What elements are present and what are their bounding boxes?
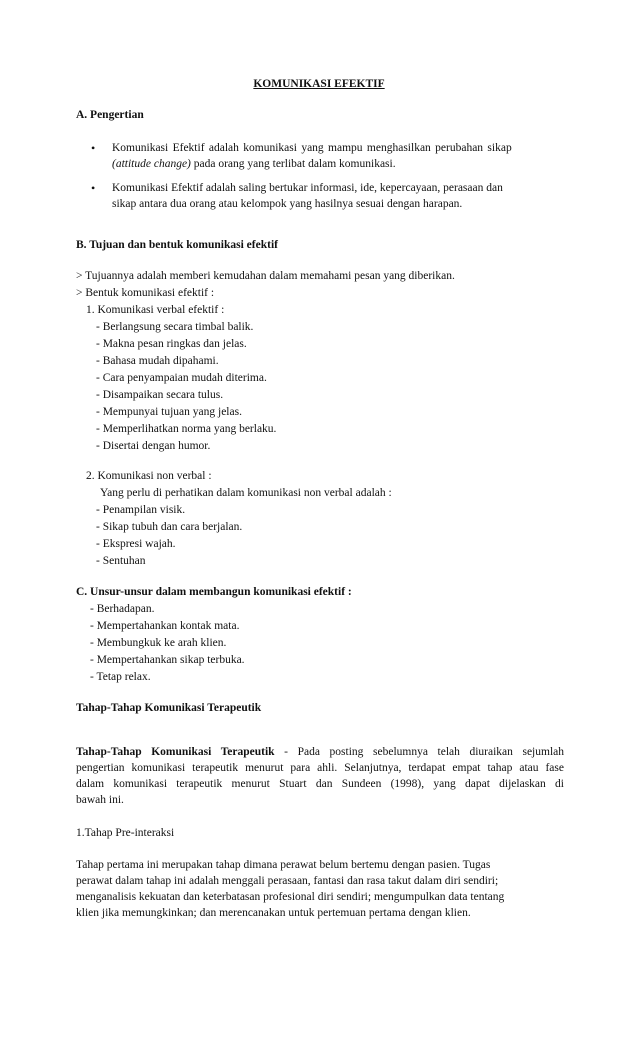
verbal-label: 1. Komunikasi verbal efektif : bbox=[86, 304, 225, 316]
verbal-item: - Bahasa mudah dipahami. bbox=[96, 355, 219, 367]
pre-interaksi-line-4: klien jika memungkinkan; dan merencanakan untuk pertemuan pertama dengan klien. bbox=[76, 907, 471, 919]
unsur-item: - Mempertahankan kontak mata. bbox=[90, 620, 240, 632]
verbal-item: - Disertai dengan humor. bbox=[96, 440, 211, 452]
verbal-item: - Disampaikan secara tulus. bbox=[96, 389, 224, 401]
nonverbal-label: 2. Komunikasi non verbal : bbox=[86, 470, 212, 482]
nonverbal-item: - Sikap tubuh dan cara berjalan. bbox=[96, 521, 243, 533]
bullet-1-line-2 bbox=[112, 156, 396, 172]
bullet-dot-icon: • bbox=[91, 141, 96, 155]
verbal-item: - Berlangsung secara timbal balik. bbox=[96, 321, 254, 333]
bentuk-text: > Bentuk komunikasi efektif : bbox=[76, 287, 215, 299]
document-title: KOMUNIKASI EFEKTIF bbox=[253, 78, 385, 90]
tahap-intro-line-1-rest: - Pada posting sebelumnya telah diuraikan sejumlah bbox=[274, 746, 564, 758]
attitude-change-italic: (attitude change) bbox=[112, 158, 191, 170]
tahap-intro-line-3: dalam komunikasi terapeutik menurut Stuart dan Sundeen (1998), yang dapat dijelaskan di bbox=[76, 778, 564, 790]
pre-interaksi-line-2: perawat dalam tahap ini adalah menggali perasaan, fantasi dan rasa takut dalam diri sendiri; bbox=[76, 875, 499, 887]
tahap-intro-line-2: pengertian komunikasi terapeutik menurut para ahli. Selanjutnya, terdapat empat tahap atau fase bbox=[76, 762, 564, 774]
section-a-heading: A. Pengertian bbox=[76, 109, 144, 121]
section-c-heading: C. Unsur-unsur dalam membangun komunikasi efektif : bbox=[76, 586, 352, 598]
unsur-item: - Mempertahankan sikap terbuka. bbox=[90, 654, 245, 666]
tahap-intro-line-4: bawah ini. bbox=[76, 794, 124, 806]
pre-interaksi-line-3: menganalisis kekuatan dan keterbatasan profesional diri sendiri; mengumpulkan data tentang bbox=[76, 891, 505, 903]
unsur-item: - Tetap relax. bbox=[90, 671, 151, 683]
nonverbal-item: - Ekspresi wajah. bbox=[96, 538, 176, 550]
verbal-item: - Makna pesan ringkas dan jelas. bbox=[96, 338, 247, 350]
section-b-heading: B. Tujuan dan bentuk komunikasi efektif bbox=[76, 239, 278, 251]
unsur-item: - Membungkuk ke arah klien. bbox=[90, 637, 227, 649]
nonverbal-item: - Penampilan visik. bbox=[96, 504, 186, 516]
unsur-item: - Berhadapan. bbox=[90, 603, 155, 615]
nonverbal-item: - Sentuhan bbox=[96, 555, 146, 567]
bullet-2-line-1: Komunikasi Efektif adalah saling bertukar informasi, ide, kepercayaan, perasaan dan bbox=[112, 182, 503, 194]
tujuan-text: > Tujuannya adalah memberi kemudahan dalam memahami pesan yang diberikan. bbox=[76, 270, 455, 282]
pre-interaksi-label: 1.Tahap Pre-interaksi bbox=[76, 827, 175, 839]
tahap-heading: Tahap-Tahap Komunikasi Terapeutik bbox=[76, 702, 262, 714]
verbal-item: - Cara penyampaian mudah diterima. bbox=[96, 372, 267, 384]
verbal-item: - Mempunyai tujuan yang jelas. bbox=[96, 406, 242, 418]
verbal-item: - Memperlihatkan norma yang berlaku. bbox=[96, 423, 277, 435]
bullet-1-line-1: Komunikasi Efektif adalah komunikasi yang mampu menghasilkan perubahan sikap bbox=[112, 142, 512, 154]
tahap-intro-line-1 bbox=[76, 744, 564, 760]
pre-interaksi-line-1: Tahap pertama ini merupakan tahap dimana perawat belum bertemu dengan pasien. Tugas bbox=[76, 859, 491, 871]
bullet-1-line-2-rest: pada orang yang terlibat dalam komunikasi. bbox=[190, 158, 396, 170]
nonverbal-intro: Yang perlu di perhatikan dalam komunikasi non verbal adalah : bbox=[100, 487, 392, 499]
bullet-dot-icon: • bbox=[91, 181, 96, 195]
bullet-2-line-2: sikap antara dua orang atau kelompok yang hasilnya sesuai dengan harapan. bbox=[112, 198, 463, 210]
tahap-intro-bold: Tahap-Tahap Komunikasi Terapeutik bbox=[76, 746, 275, 758]
